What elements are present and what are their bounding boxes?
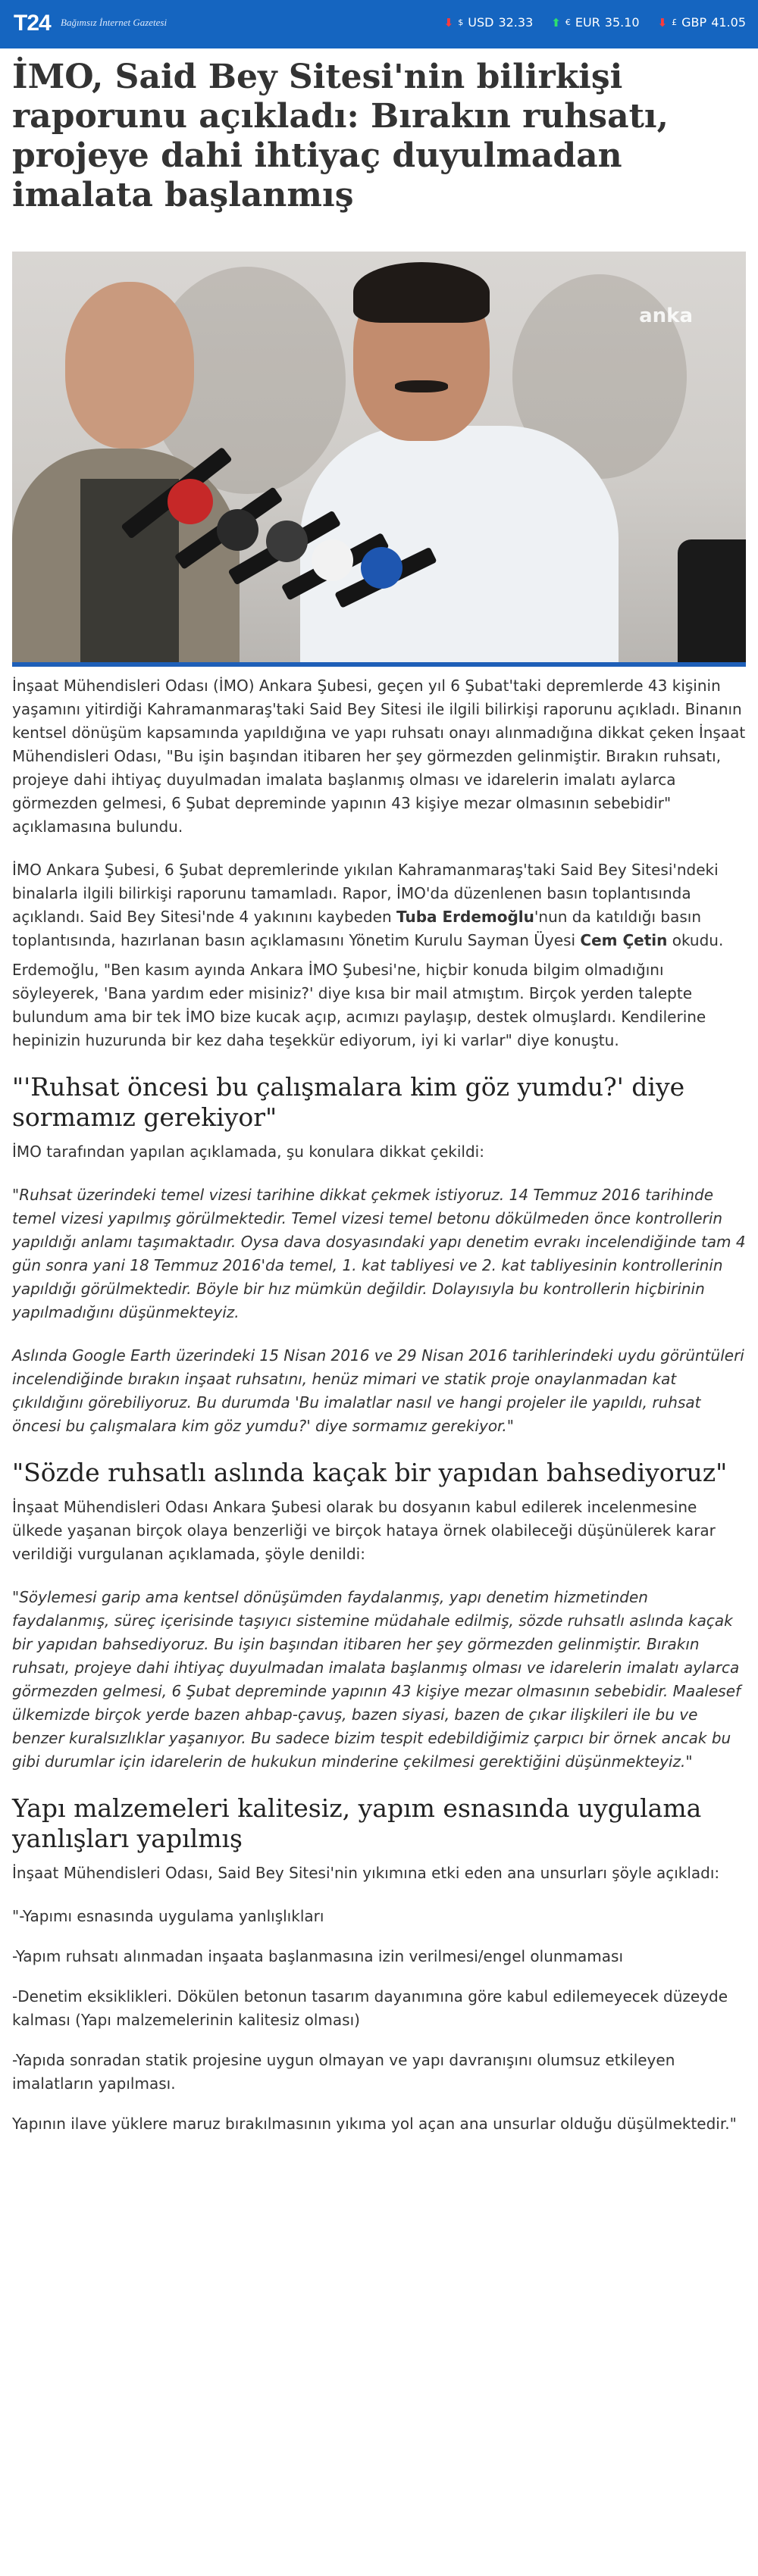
article-title: İMO, Said Bey Sitesi'nin bilirkişi raporunu açıkladı: Bırakın ruhsatı, projeye dahi ihtiyaç duyulmadan imalata başlanmış — [12, 58, 669, 214]
article-body — [12, 674, 746, 2152]
currency-value: 35.10 — [604, 15, 640, 30]
arrow-up-icon: ⬆ — [551, 15, 561, 30]
paragraph: İnşaat Mühendisleri Odası, Said Bey Sitesi'nin yıkımına etki eden ana unsurları şöyle açıkladı: — [12, 1864, 720, 1882]
quote-paragraph: "Söylemesi garip ama kentsel dönüşümden faydalanmış, yapı denetim hizmetinden faydalanmış, süreç içerisinde taşıyıcı sistemine müdahale edilmiş, sözde ruhsatlı aslında kaçak bir yapıdan bahsediyoruz. Bu işin başından itibaren her şey görmezden gelinmiştir. Bırakın ruhsatı, projeye dahi ihtiyaç duyulmadan imalata başlanmış olması ve idarelerin imalatı aylarca görmezden gelmesi, 6 Şubat depreminde yapının 43 kişiye mezar olmasının sebebidir. Maalesef ülkemizde birçok yerde bazen ahbap-çavuş, bazen siyasi, bazen de çıkar ilişkileri ile bu ve benzer kuralsızlıklar yaşanıyor. Bu sadece bizim tespit edebildiğimiz çarpıcı bir örnek ancak bu gibi durumlar için idarelerin de hukukun minderine çekilmesi gerektiğini düşünmekteyiz." — [12, 1588, 741, 1771]
section-heading: "Sözde ruhsatlı aslında kaçak bir yapıdan bahsediyoruz" — [12, 1458, 728, 1487]
currency-value: 41.05 — [711, 15, 746, 30]
photo-person-right-hair — [353, 262, 490, 323]
section-heading: Yapı malzemeleri kalitesiz, yapım esnasında uygulama yanlışları yapılmış — [12, 1793, 702, 1853]
photo-watermark: anka — [639, 305, 693, 327]
paragraph: İnşaat Mühendisleri Odası Ankara Şubesi olarak bu dosyanın kabul edilerek incelenmesine ülkede yaşanan birçok olaya benzerliği ve birçok hataya örnek olabileceği düşünülerek karar verildiği vurgulanan açıklamada, şöyle denildi: — [12, 1498, 716, 1563]
paragraph-text: okudu. — [667, 931, 724, 949]
photo-person-right-moustache — [395, 380, 448, 392]
quote-paragraph: Aslında Google Earth üzerindeki 15 Nisan 2016 ve 29 Nisan 2016 tarihlerindeki uydu görüntüleri incelendiğinde bırakın inşaat ruhsatını, henüz mimari ve statik proje onaylanmadan kat çıkıldığını görebiliyoruz. Bu durumda 'Bu imalatlar nasıl ve hangi projeler ile yapıldı, ruhsat öncesi bu çalışmalara kim göz yumdu?' diye sormamız gerekiyor." — [12, 1346, 744, 1435]
list-item: -Denetim eksiklikleri. Dökülen betonun tasarım dayanımına göre kabul edilemeyecek düzeyde kalması (Yapı malzemelerinin kalitesiz olması) — [12, 1987, 728, 2029]
currency-usd[interactable] — [444, 15, 534, 30]
microphone-logo — [168, 479, 213, 524]
currency-ticker — [444, 15, 746, 30]
microphone-logo — [266, 521, 308, 562]
photo-person-left-head — [65, 282, 194, 449]
currency-value: 32.33 — [498, 15, 534, 30]
section-heading: "'Ruhsat öncesi bu çalışmalara kim göz yumdu?' diye sormamız gerekiyor" — [12, 1072, 685, 1132]
currency-symbol: € — [565, 17, 571, 27]
paragraph-text: 'nun da katıldığı basın toplantısında, hazırlanan basın açıklamasını Yönetim Kurulu Sayman Üyesi — [12, 908, 701, 949]
paragraph-text: İMO Ankara Şubesi, 6 Şubat depremlerinde yıkılan Kahramanmaraş'taki Said Bey Sitesi'ndeki binalarla ilgili bilirkişi raporunu tamamladı. Rapor, İMO'da düzenlenen basın toplantısında açıklandı. Said Bey Sitesi'nde 4 yakınını kaybeden — [12, 861, 719, 926]
currency-eur[interactable] — [551, 15, 639, 30]
list-item: "-Yapımı esnasında uygulama yanlışlıkları — [12, 1907, 324, 1925]
site-header — [0, 0, 758, 48]
currency-symbol: $ — [458, 17, 464, 27]
microphone-logo — [361, 547, 402, 589]
currency-label: EUR — [575, 15, 600, 30]
currency-symbol: £ — [672, 17, 678, 27]
site-logo[interactable]: T24 — [14, 11, 51, 36]
currency-label: GBP — [681, 15, 707, 30]
person-name: Cem Çetin — [580, 931, 668, 949]
quote-paragraph: "Ruhsat üzerindeki temel vizesi tarihine dikkat çekmek istiyoruz. 14 Temmuz 2016 tarihinde temel vizesi yapılmış görülmektedir. Temel vizesi temel betonu dökülmeden önce kontrollerin yapıldığı anlamı taşımaktadır. Oysa dava dosyasındaki yapı denetim evrakı incelendiğinde tam 4 gün sonra yani 18 Temmuz 2016'da temel, 1. kat tabliyesi ve 2. kat tabliyesinin kontrollerinin yapıldığı görülmektedir. Böyle bir hız mümkün değildir. Dolayısıyla bu kontrollerin hiçbirinin yapılmadığını düşünmekteyiz. — [12, 1186, 746, 1321]
list-item: Yapının ilave yüklere maruz bırakılmasının yıkıma yol açan ana unsurlar olduğu düşülmektedir." — [12, 2115, 737, 2133]
list-item: -Yapıda sonradan statik projesine uygun olmayan ve yapı davranışını olumsuz etkileyen imalatların yapılması. — [12, 2051, 675, 2093]
microphone-logo — [217, 509, 258, 551]
arrow-down-icon: ⬇ — [657, 15, 668, 30]
paragraph: İnşaat Mühendisleri Odası (İMO) Ankara Şubesi, geçen yıl 6 Şubat'taki depremlerde 43 kişinin yaşamını yitirdiği Kahramanmaraş'taki Said Bey Sitesi ile ilgili bilirkişi raporunu açıkladı. Binanın kentsel dönüşüm kapsamında yapıldığına ve yapı ruhsatı onayı alınmadığına dikkat çeken İnşaat Mühendisleri Odası, "Bu işin başından itibaren her şey görmezden gelinmiştir. Bırakın ruhsatı, projeye dahi ihtiyaç duyulmadan imalata başlanmış olması ve idarelerin imalatı aylarca görmezden gelmesi, 6 Şubat depreminde yapının 43 kişiye mezar olmasının sebebidir" açıklamasına bulundu. — [12, 677, 746, 836]
arrow-down-icon: ⬇ — [443, 15, 454, 30]
paragraph — [12, 858, 746, 952]
list-item: -Yapım ruhsatı alınmadan inşaata başlanmasına izin verilmesi/engel olunmaması — [12, 1947, 624, 1965]
microphone-logo — [312, 539, 353, 581]
article-hero-photo — [12, 252, 746, 667]
person-name: Tuba Erdemoğlu — [396, 908, 534, 926]
paragraph: İMO tarafından yapılan açıklamada, şu konulara dikkat çekildi: — [12, 1143, 484, 1161]
paragraph: Erdemoğlu, "Ben kasım ayında Ankara İMO Şubesi'ne, hiçbir konuda bilgim olmadığını söyleyerek, 'Bana yardım eder misiniz?' diye kısa bir mail atmıştım. Birçok yerden talepte bulundum ama bir tek İMO bize kucak açıp, acımızı paylaşıp, destek olmuşlardı. Kendilerine hepinizin huzurunda bir kez daha teşekkür ediyorum, iyi ki varlar" diye konuştu. — [12, 961, 706, 1049]
currency-label: USD — [468, 15, 494, 30]
currency-gbp[interactable] — [658, 15, 746, 30]
site-tagline: Bağımsız İnternet Gazetesi — [61, 17, 168, 28]
photo-chair — [678, 539, 746, 667]
